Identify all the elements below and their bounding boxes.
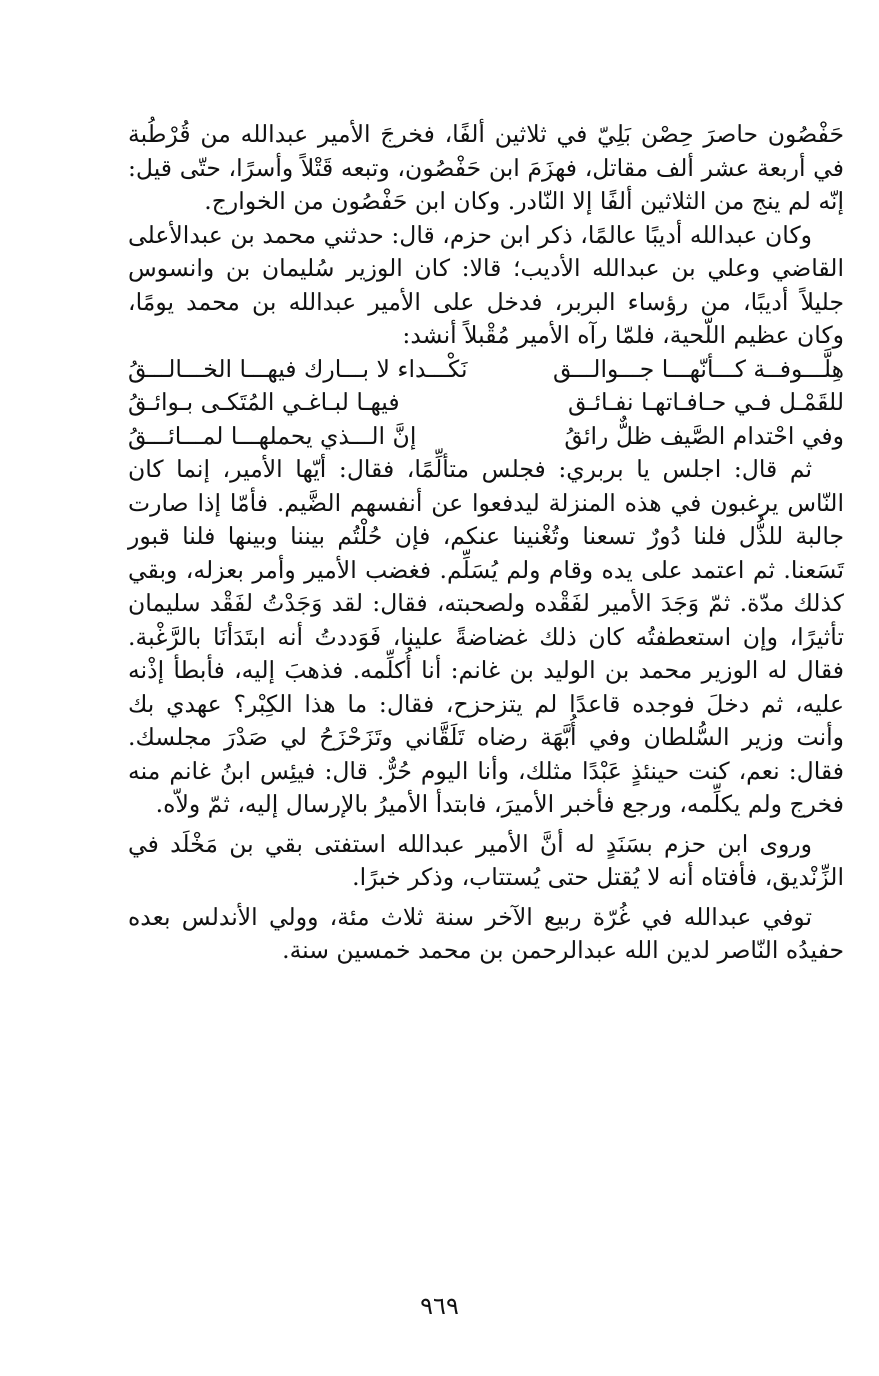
verse-1-first-hemistich: هِلَّـــوفــة كـــأنّهـــا جـــوالـــق (553, 354, 844, 383)
verse-2-second-hemistich: فيهـا لبـاغـي المُتَكـى بـوائـقُ (128, 388, 400, 416)
verse-3-second-hemistich: إنَّ الـــذي يحملهـــا لمـــائـــقُ (128, 421, 417, 450)
paragraph-4: وروى ابن حزم بسَنَدٍ له أنَّ الأمير عبدالله استفتى بقي بن مَخْلَد في الزِّنْديق، فأفتاه أنه لا يُقتل حتى يُستتاب، وذكر خبرًا. (128, 829, 844, 891)
verse-3-first-hemistich: وفي احْتدام الصَّيف ظلٌّ رائقُ (564, 421, 844, 450)
paragraph-5: توفي عبدالله في غُرّة ربيع الآخر سنة ثلاث مئة، وولي الأندلس بعده حفيدُه النّاصر لدين الله عبدالرحمن بن محمد خمسين سنة. (128, 902, 844, 964)
poem (128, 353, 844, 454)
paragraph-2: وكان عبدالله أديبًا عالمًا، ذكر ابن حزم، قال: حدثني محمد بن عبدالأعلى القاضي وعلي بن عبدالله الأديب؛ قالا: كان الوزير سُليمان بن وانسوس جليلاً أديبًا، من رؤساء البربر، فدخل على الأمير عبدالله بن محمد يومًا، وكان عظيم اللّحية، فلمّا رآه الأمير مُقْبلاً أنشد: (128, 220, 844, 349)
poem-verse-1 (128, 353, 844, 387)
verse-2-first-hemistich: للقَمْـل فـي حـافـاتهـا نفـائـق (568, 388, 844, 416)
verse-1-second-hemistich: نَكْـــداء لا بـــارك فيهـــا الخـــالـــقُ (128, 354, 468, 383)
paragraph-3: ثم قال: اجلس يا بربري: فجلس متألِّمًا، فقال: أيّها الأمير، إنما كان النّاس يرغبون في هذه المنزلة ليدفعوا عن أنفسهم الضَّيم. فأمّا إذا صارت جالبة للذُّل فلنا دُورٌ تسعنا وتُغْنينا عنكم، فإن حُلْتُم بيننا وبينها فلنا قبور تَسَعنا. ثم اعتمد على يده وقام ولم يُسَلِّم. فغضب الأمير وأمر بعزله، وبقي كذلك مدّة. ثمّ وَجَدَ الأمير لفَقْده ولصحبته، فقال: لقد وَجَدْتُ لفَقْد سليمان تأثيرًا، وإن استعطفتُه كان ذلك غضاضةً علينا، فَوَددتُ أنه ابتَدَأنَا بالرَّغْبة. فقال له الوزير محمد بن الوليد بن غانم: أنا أُكلِّمه. فذهبَ إليه، فأبطأ إذْنه عليه، ثم دخلَ فوجده قاعدًا لم يتزحزح، فقال: ما هذا الكِبْر؟ عهدي بك وأنت وزير السُّلطان وفي أُبَّهَة رضاه تَلَقَّاني وتَزَحْزَحُ لي صَدْرَ مجلسك. فقال: نعم، كنت حينئذٍ عَبْدًا مثلك، وأنا اليوم حُرٌّ. قال: فيئِس ابنُ غانم منه فخرج ولم يكلِّمه، ورجع فأخبر الأميرَ، فابتدأ الأميرُ بالإرسال إليه، ثمّ ولاّه. (128, 455, 844, 818)
poem-verse-2 (128, 386, 844, 420)
page-number: ٩٦٩ (420, 1292, 459, 1320)
main-text (128, 118, 844, 968)
paragraph-1: حَفْصُون حاصرَ حِصْن بَلِيّ في ثلاثين ألفًا، فخرجَ الأمير عبدالله من قُرْطُبة في أربعة عشر ألف مقاتل، فهزَمَ ابن حَفْصُون، وتبعه قَتْلاً وأسرًا، حتّى قيل: إنّه لم ينج من الثلاثين ألفًا إلا النّادر. وكان ابن حَفْصُون من الخوارج. (128, 120, 844, 215)
poem-verse-3 (128, 420, 844, 454)
